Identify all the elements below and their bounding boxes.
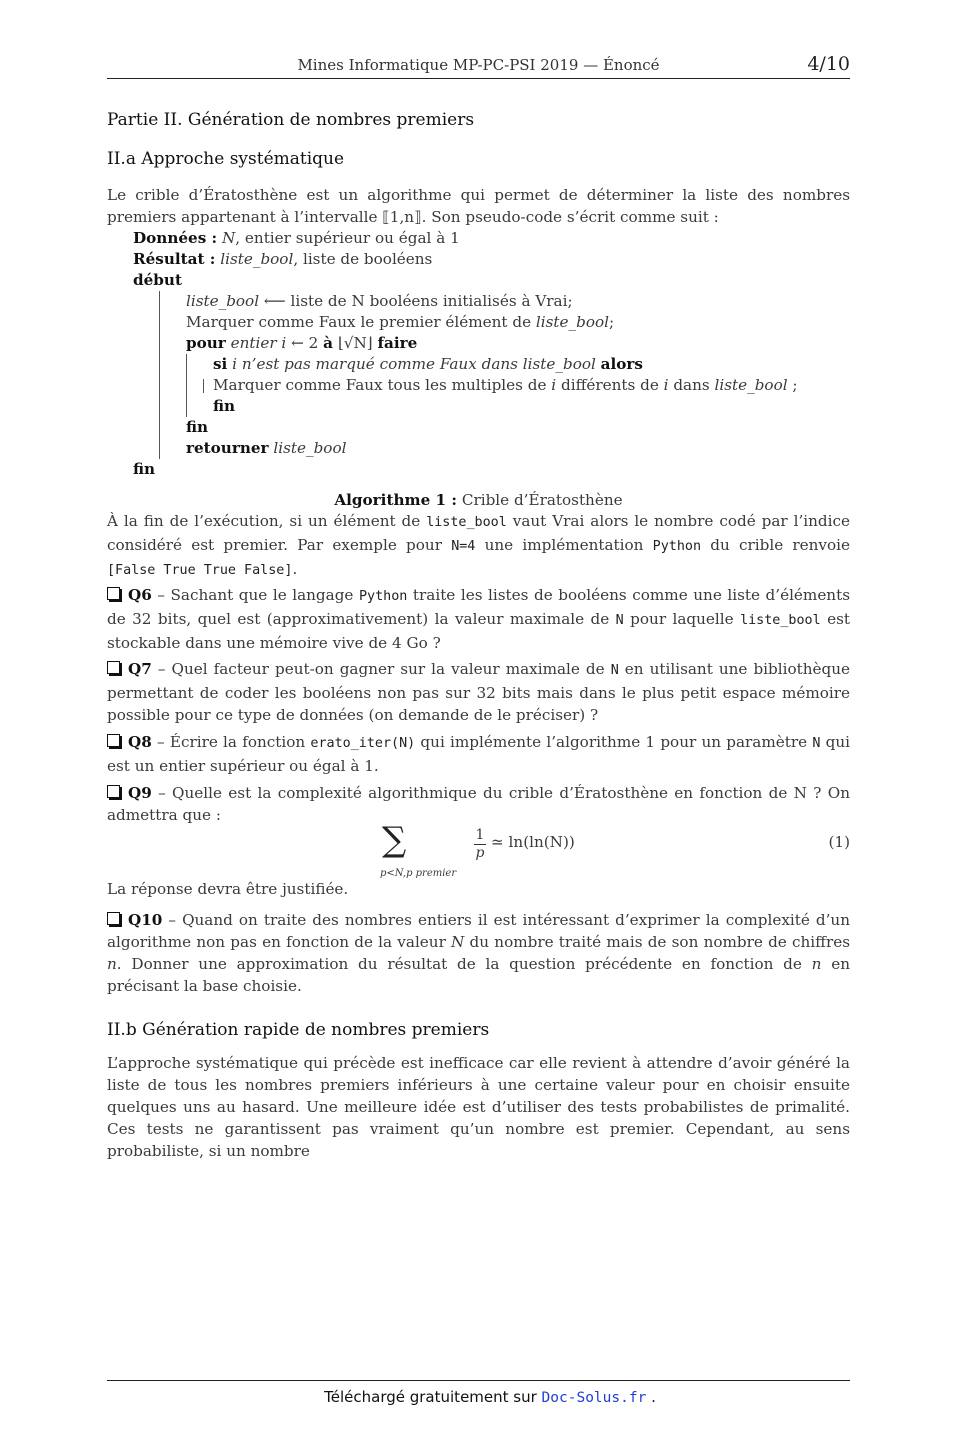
after-algo-t1: À la fin de l’exécution, si un élément de bbox=[107, 512, 427, 530]
checkbox-icon bbox=[107, 587, 120, 600]
footer-end: . bbox=[646, 1388, 656, 1406]
q10-label: Q10 bbox=[128, 911, 163, 929]
after-algo-t4: du crible renvoie bbox=[701, 536, 851, 554]
resultat-keyword: Résultat : bbox=[133, 250, 216, 268]
checkbox-icon bbox=[107, 785, 120, 798]
equation-1 bbox=[107, 820, 850, 880]
section-b-text: L’approche systématique qui précède est inefficace car elle revient à attendre d’avoir généré la liste de tous les nombres premiers inférieurs à une certaine valeur pour en choisir ensuite quelques uns au hasard. Une meilleure idée est d’utiliser des tests probabilistes de primalité. Ces tests ne garantissent pas vraiment qu’un nombre est premier. Cependant, au sens probabiliste, si un nombre bbox=[107, 1054, 850, 1160]
q6-label: Q6 bbox=[128, 586, 152, 604]
q9-label: Q9 bbox=[128, 784, 152, 802]
loop-body bbox=[186, 354, 850, 417]
q9-after-text bbox=[107, 878, 850, 900]
after-algo-t3: une implémentation bbox=[475, 536, 653, 554]
algorithm-caption bbox=[107, 490, 850, 511]
multiples-in: dans bbox=[668, 376, 715, 394]
retourner-var: liste_bool bbox=[268, 439, 347, 457]
footer-link[interactable]: Doc-Solus.fr bbox=[541, 1390, 647, 1406]
page-number: 4/10 bbox=[807, 53, 850, 75]
q10-var-n: n bbox=[107, 955, 117, 973]
q6-code-n: N bbox=[615, 613, 624, 628]
init-var: liste_bool bbox=[186, 292, 260, 310]
equation-number: (1) bbox=[828, 833, 850, 851]
q7-t2: en utilisant une bibliothèque permettant de coder les booléens non pas sur 32 bits mais dans le plus petit espace mémoire possible pour ce type de données (on demande de le préciser) ? bbox=[107, 660, 850, 724]
checkbox-icon bbox=[107, 661, 120, 674]
q6-code-python: Python bbox=[358, 589, 408, 604]
q9-t1: – Quelle est la complexité algorithmique du crible d’Ératosthène en fonction de N ? On admettra que : bbox=[107, 784, 850, 824]
q6-t2: traite les listes de booléens comme une liste d’éléments de 32 bits, quel est (approximativement) la valeur maximale de bbox=[107, 586, 850, 628]
sum-symbol: ∑ bbox=[382, 820, 407, 860]
equation-rhs: ≃ ln(ln(N)) bbox=[491, 833, 575, 851]
q6-t3: pour laquelle bbox=[623, 610, 741, 628]
q8-t1: – Écrire la fonction bbox=[151, 733, 311, 751]
resultat-text: , liste de booléens bbox=[293, 250, 433, 268]
q10-t1: – Quand on traite des nombres entiers il est intéressant d’exprimer la complexité d’un algorithme non pas en fonction de la valeur bbox=[107, 911, 850, 951]
debut-keyword: début bbox=[133, 271, 182, 289]
code-liste-bool: liste_bool bbox=[426, 515, 507, 530]
algorithm-block bbox=[133, 228, 850, 511]
multiples-end: ; bbox=[787, 376, 798, 394]
mark-first-end: ; bbox=[608, 313, 615, 331]
code-n4: N=4 bbox=[451, 539, 476, 554]
code-result: [False True True False] bbox=[107, 563, 293, 578]
faire-keyword: faire bbox=[377, 334, 418, 352]
pour-a-keyword: à bbox=[323, 334, 334, 352]
si-keyword: si bbox=[213, 355, 228, 373]
donnees-keyword: Données : bbox=[133, 229, 218, 247]
pour-bound: ⌊√N⌋ bbox=[333, 334, 378, 352]
section-b-paragraph bbox=[107, 1052, 850, 1162]
fin-si: fin bbox=[213, 397, 236, 415]
question-q6 bbox=[107, 584, 850, 654]
caption-keyword: Algorithme 1 : bbox=[334, 491, 457, 509]
alors-keyword: alors bbox=[600, 355, 643, 373]
question-q10 bbox=[107, 909, 850, 997]
fraction bbox=[474, 826, 486, 861]
if-body bbox=[195, 375, 850, 396]
sum-subscript: p<N,p premier bbox=[380, 868, 457, 879]
footer-rule bbox=[107, 1380, 850, 1381]
after-algo-t2: vaut Vrai alors le nombre codé par l’indice considéré est premier. Par exemple pour bbox=[107, 512, 850, 554]
intro-interval: ⟦1,n⟧ bbox=[382, 208, 422, 226]
q8-t3: qui est un entier supérieur ou égal à 1. bbox=[107, 733, 851, 775]
question-q8 bbox=[107, 731, 850, 777]
checkbox-icon bbox=[107, 912, 120, 925]
caption-text: Crible d’Ératosthène bbox=[457, 491, 623, 509]
mark-first-text: Marquer comme Faux le premier élément de bbox=[186, 313, 536, 331]
donnees-text: , entier supérieur ou égal à 1 bbox=[235, 229, 460, 247]
checkbox-icon bbox=[107, 734, 120, 747]
pour-var: entier i bbox=[225, 334, 287, 352]
q7-code-n: N bbox=[610, 663, 619, 678]
pour-init: ← 2 bbox=[286, 334, 324, 352]
q9-after: La réponse devra être justifiée. bbox=[107, 880, 349, 898]
multiples-mid: différents de bbox=[556, 376, 664, 394]
mark-first-var: liste_bool bbox=[535, 313, 609, 331]
q10-var-n-2: n bbox=[811, 955, 822, 973]
retourner-keyword: retourner bbox=[186, 439, 269, 457]
page bbox=[107, 52, 850, 1432]
fin-pour: fin bbox=[186, 418, 209, 436]
q10-t2: du nombre traité mais de son nombre de chiffres bbox=[464, 933, 850, 951]
fraction-denominator: p bbox=[475, 845, 485, 861]
code-python: Python bbox=[652, 539, 702, 554]
pour-keyword: pour bbox=[186, 334, 226, 352]
footer bbox=[0, 1388, 980, 1406]
q6-code-liste: liste_bool bbox=[740, 613, 821, 628]
q6-t4: est stockable dans une mémoire vive de 4 Go ? bbox=[107, 610, 851, 652]
header-title: Mines Informatique MP-PC-PSI 2019 — Énoncé bbox=[297, 56, 660, 74]
after-algo-t5: . bbox=[292, 560, 298, 578]
question-q9 bbox=[107, 782, 850, 826]
si-condition: i n’est pas marqué comme Faux dans liste_bool bbox=[227, 355, 601, 373]
intro-paragraph bbox=[107, 184, 850, 228]
section-b-title: II.b Génération rapide de nombres premiers bbox=[107, 1020, 490, 1040]
algorithm-body bbox=[159, 291, 850, 459]
intro-text-2: . Son pseudo-code s’écrit comme suit : bbox=[421, 208, 719, 226]
q8-t2: qui implémente l’algorithme 1 pour un paramètre bbox=[415, 733, 813, 751]
donnees-var: N bbox=[221, 229, 236, 247]
var-i-2: i bbox=[663, 376, 669, 394]
q10-var-n-cap: N bbox=[451, 933, 465, 951]
fraction-numerator: 1 bbox=[475, 827, 485, 843]
init-text: ⟵ liste de N booléens initialisés à Vrai; bbox=[259, 292, 573, 310]
q7-label: Q7 bbox=[128, 660, 152, 678]
after-algo-paragraph bbox=[107, 510, 850, 582]
q10-t4: en précisant la base choisie. bbox=[107, 955, 850, 995]
q10-t3: . Donner une approximation du résultat de la question précédente en fonction de bbox=[116, 955, 812, 973]
section-a-title: II.a Approche systématique bbox=[107, 149, 345, 169]
multiples-text: Marquer comme Faux tous les multiples de bbox=[213, 376, 552, 394]
q7-t1: – Quel facteur peut-on gagner sur la valeur maximale de bbox=[151, 660, 611, 678]
multiples-var: liste_bool bbox=[714, 376, 788, 394]
q6-t1: – Sachant que le langage bbox=[151, 586, 359, 604]
footer-text: Téléchargé gratuitement sur bbox=[324, 1388, 542, 1406]
q8-code-n: N bbox=[812, 736, 821, 751]
question-q7 bbox=[107, 658, 850, 726]
q8-label: Q8 bbox=[128, 733, 152, 751]
q8-code-func: erato_iter(N) bbox=[310, 736, 416, 751]
intro-text-1: Le crible d’Ératosthène est un algorithme qui permet de déterminer la liste des nombres premiers appartenant à l’intervalle bbox=[107, 186, 850, 226]
part-title: Partie II. Génération de nombres premiers bbox=[107, 110, 475, 130]
fin-main: fin bbox=[133, 460, 156, 478]
resultat-var: liste_bool bbox=[220, 250, 294, 268]
var-i-1: i bbox=[551, 376, 557, 394]
page-header bbox=[107, 52, 850, 79]
